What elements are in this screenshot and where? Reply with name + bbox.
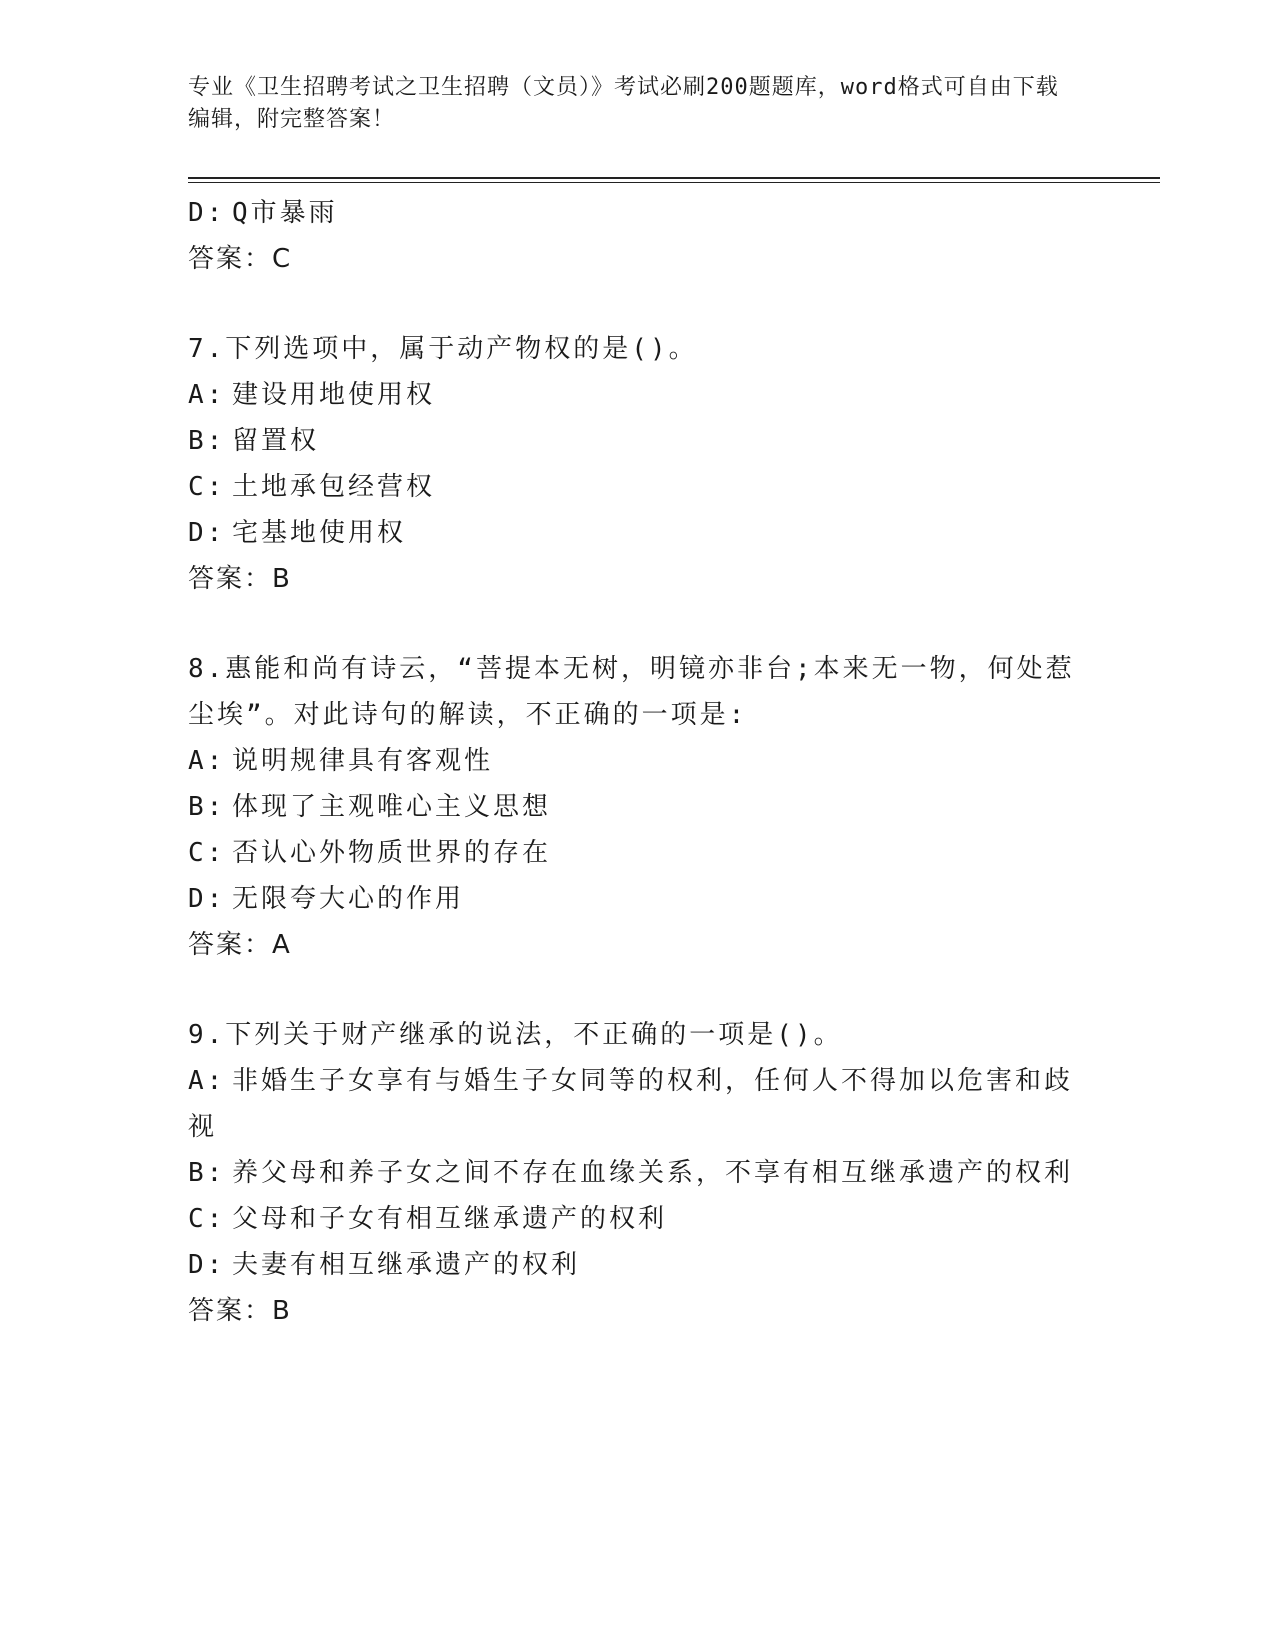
question-7 — [188, 326, 1088, 602]
option-label: C: — [188, 838, 226, 868]
option-label: A: — [188, 380, 226, 410]
option-label: A: — [188, 1066, 226, 1096]
option-text: Q市暴雨 — [232, 198, 338, 228]
option-text: 夫妻有相互继承遗产的权利 — [232, 1250, 581, 1280]
option-a — [188, 372, 1088, 418]
question-stem: 8.惠能和尚有诗云，“菩提本无树，明镜亦非台;本来无一物，何处惹尘埃”。对此诗句的解读，不正确的一项是: — [188, 654, 1075, 730]
option-d — [188, 190, 1088, 236]
question-9 — [188, 1012, 1088, 1334]
option-label: D: — [188, 518, 226, 548]
option-label: B: — [188, 426, 226, 456]
option-label: D: — [188, 884, 226, 914]
answer-line: 答案：C — [188, 244, 293, 274]
option-text: 体现了主观唯心主义思想 — [232, 792, 552, 822]
answer-line: 答案：B — [188, 1296, 292, 1326]
option-a — [188, 738, 1088, 784]
option-label: C: — [188, 1204, 226, 1234]
prev-question-block — [188, 190, 1088, 282]
option-b — [188, 1150, 1088, 1196]
option-label: C: — [188, 472, 226, 502]
option-c — [188, 830, 1088, 876]
question-8 — [188, 646, 1088, 968]
option-text: 否认心外物质世界的存在 — [232, 838, 552, 868]
option-text: 宅基地使用权 — [232, 518, 407, 548]
option-d — [188, 876, 1088, 922]
option-label: D: — [188, 198, 226, 228]
option-d — [188, 510, 1088, 556]
option-label: A: — [188, 746, 226, 776]
option-label: B: — [188, 1158, 226, 1188]
option-text: 父母和子女有相互继承遗产的权利 — [232, 1204, 668, 1234]
option-c — [188, 1196, 1088, 1242]
option-text: 说明规律具有客观性 — [232, 746, 494, 776]
option-text: 非婚生子女享有与婚生子女同等的权利，任何人不得加以危害和歧视 — [188, 1066, 1074, 1142]
option-text: 养父母和养子女之间不存在血缘关系，不享有相互继承遗产的权利 — [232, 1158, 1074, 1188]
option-b — [188, 784, 1088, 830]
option-label: B: — [188, 792, 226, 822]
option-d — [188, 1242, 1088, 1288]
option-text: 建设用地使用权 — [232, 380, 436, 410]
option-c — [188, 464, 1088, 510]
header-divider-thick — [188, 177, 1160, 179]
question-stem: 7.下列选项中，属于动产物权的是()。 — [188, 334, 698, 364]
option-a — [188, 1058, 1088, 1150]
option-text: 无限夸大心的作用 — [232, 884, 465, 914]
question-content — [188, 190, 1088, 1334]
document-header: 专业《卫生招聘考试之卫生招聘（文员）》考试必刷200题题库，word格式可自由下载编辑，附完整答案！ — [188, 75, 1059, 132]
answer-line: 答案：A — [188, 930, 292, 960]
option-label: D: — [188, 1250, 226, 1280]
header-divider-thin — [188, 182, 1160, 183]
question-stem: 9.下列关于财产继承的说法，不正确的一项是()。 — [188, 1020, 843, 1050]
option-text: 留置权 — [232, 426, 320, 456]
option-b — [188, 418, 1088, 464]
option-text: 土地承包经营权 — [232, 472, 436, 502]
answer-line: 答案：B — [188, 564, 292, 594]
